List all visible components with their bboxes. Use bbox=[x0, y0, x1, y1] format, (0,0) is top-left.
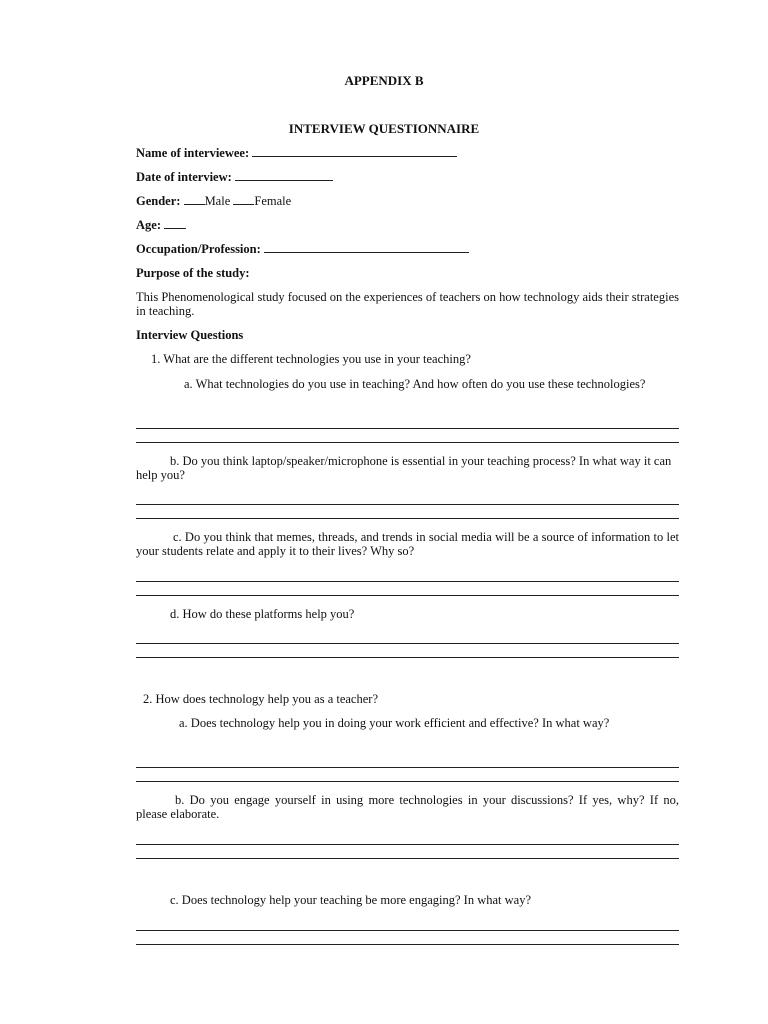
gender-label: Gender: bbox=[136, 194, 181, 208]
purpose-heading: Purpose of the study: bbox=[136, 266, 250, 280]
answer-line[interactable] bbox=[136, 643, 679, 644]
question-1: 1. What are the different technologies you use in your teaching? bbox=[151, 352, 471, 366]
field-name bbox=[136, 146, 457, 161]
answer-line[interactable] bbox=[136, 781, 679, 782]
appendix-label: APPENDIX B bbox=[344, 73, 424, 88]
answer-line[interactable] bbox=[136, 518, 679, 519]
age-blank[interactable] bbox=[164, 218, 186, 229]
female-blank[interactable] bbox=[233, 194, 254, 205]
answer-line[interactable] bbox=[136, 657, 679, 658]
question-2b: b. Do you engage yourself in using more technologies in your discussions? If yes, why? If no, please elaborate. bbox=[136, 793, 679, 821]
field-occupation bbox=[136, 242, 469, 257]
question-2: 2. How does technology help you as a teacher? bbox=[143, 692, 378, 706]
date-label: Date of interview: bbox=[136, 170, 232, 184]
male-option: Male bbox=[204, 194, 231, 208]
questions-heading: Interview Questions bbox=[136, 328, 244, 342]
question-1a: a. What technologies do you use in teaching? And how often do you use these technologies? bbox=[184, 377, 646, 391]
answer-line[interactable] bbox=[136, 428, 679, 429]
occupation-label: Occupation/Profession: bbox=[136, 242, 261, 256]
male-blank[interactable] bbox=[184, 194, 205, 205]
field-gender bbox=[136, 194, 291, 209]
answer-line[interactable] bbox=[136, 858, 679, 859]
answer-line[interactable] bbox=[136, 944, 679, 945]
answer-line[interactable] bbox=[136, 504, 679, 505]
purpose-text: This Phenomenological study focused on the experiences of teachers on how technology aids their strategies in teaching. bbox=[136, 290, 679, 318]
name-label: Name of interviewee: bbox=[136, 146, 250, 160]
name-blank[interactable] bbox=[252, 146, 457, 157]
answer-line[interactable] bbox=[136, 844, 679, 845]
female-option: Female bbox=[254, 194, 292, 208]
page-title: INTERVIEW QUESTIONNAIRE bbox=[288, 121, 480, 136]
question-1b: b. Do you think laptop/speaker/microphone is essential in your teaching process? In what way it can help you? bbox=[136, 454, 672, 482]
answer-line[interactable] bbox=[136, 442, 679, 443]
question-2c: c. Does technology help your teaching be more engaging? In what way? bbox=[170, 893, 531, 907]
answer-line[interactable] bbox=[136, 581, 679, 582]
answer-line[interactable] bbox=[136, 767, 679, 768]
answer-line[interactable] bbox=[136, 595, 679, 596]
question-2a: a. Does technology help you in doing your work efficient and effective? In what way? bbox=[179, 716, 610, 730]
field-date bbox=[136, 170, 333, 185]
answer-line[interactable] bbox=[136, 930, 679, 931]
question-1c: c. Do you think that memes, threads, and trends in social media will be a source of information to let your students relate and apply it to their lives? Why so? bbox=[136, 530, 679, 558]
question-1d: d. How do these platforms help you? bbox=[170, 607, 355, 621]
occupation-blank[interactable] bbox=[264, 242, 469, 253]
age-label: Age: bbox=[136, 218, 161, 232]
date-blank[interactable] bbox=[235, 170, 333, 181]
field-age bbox=[136, 218, 186, 233]
